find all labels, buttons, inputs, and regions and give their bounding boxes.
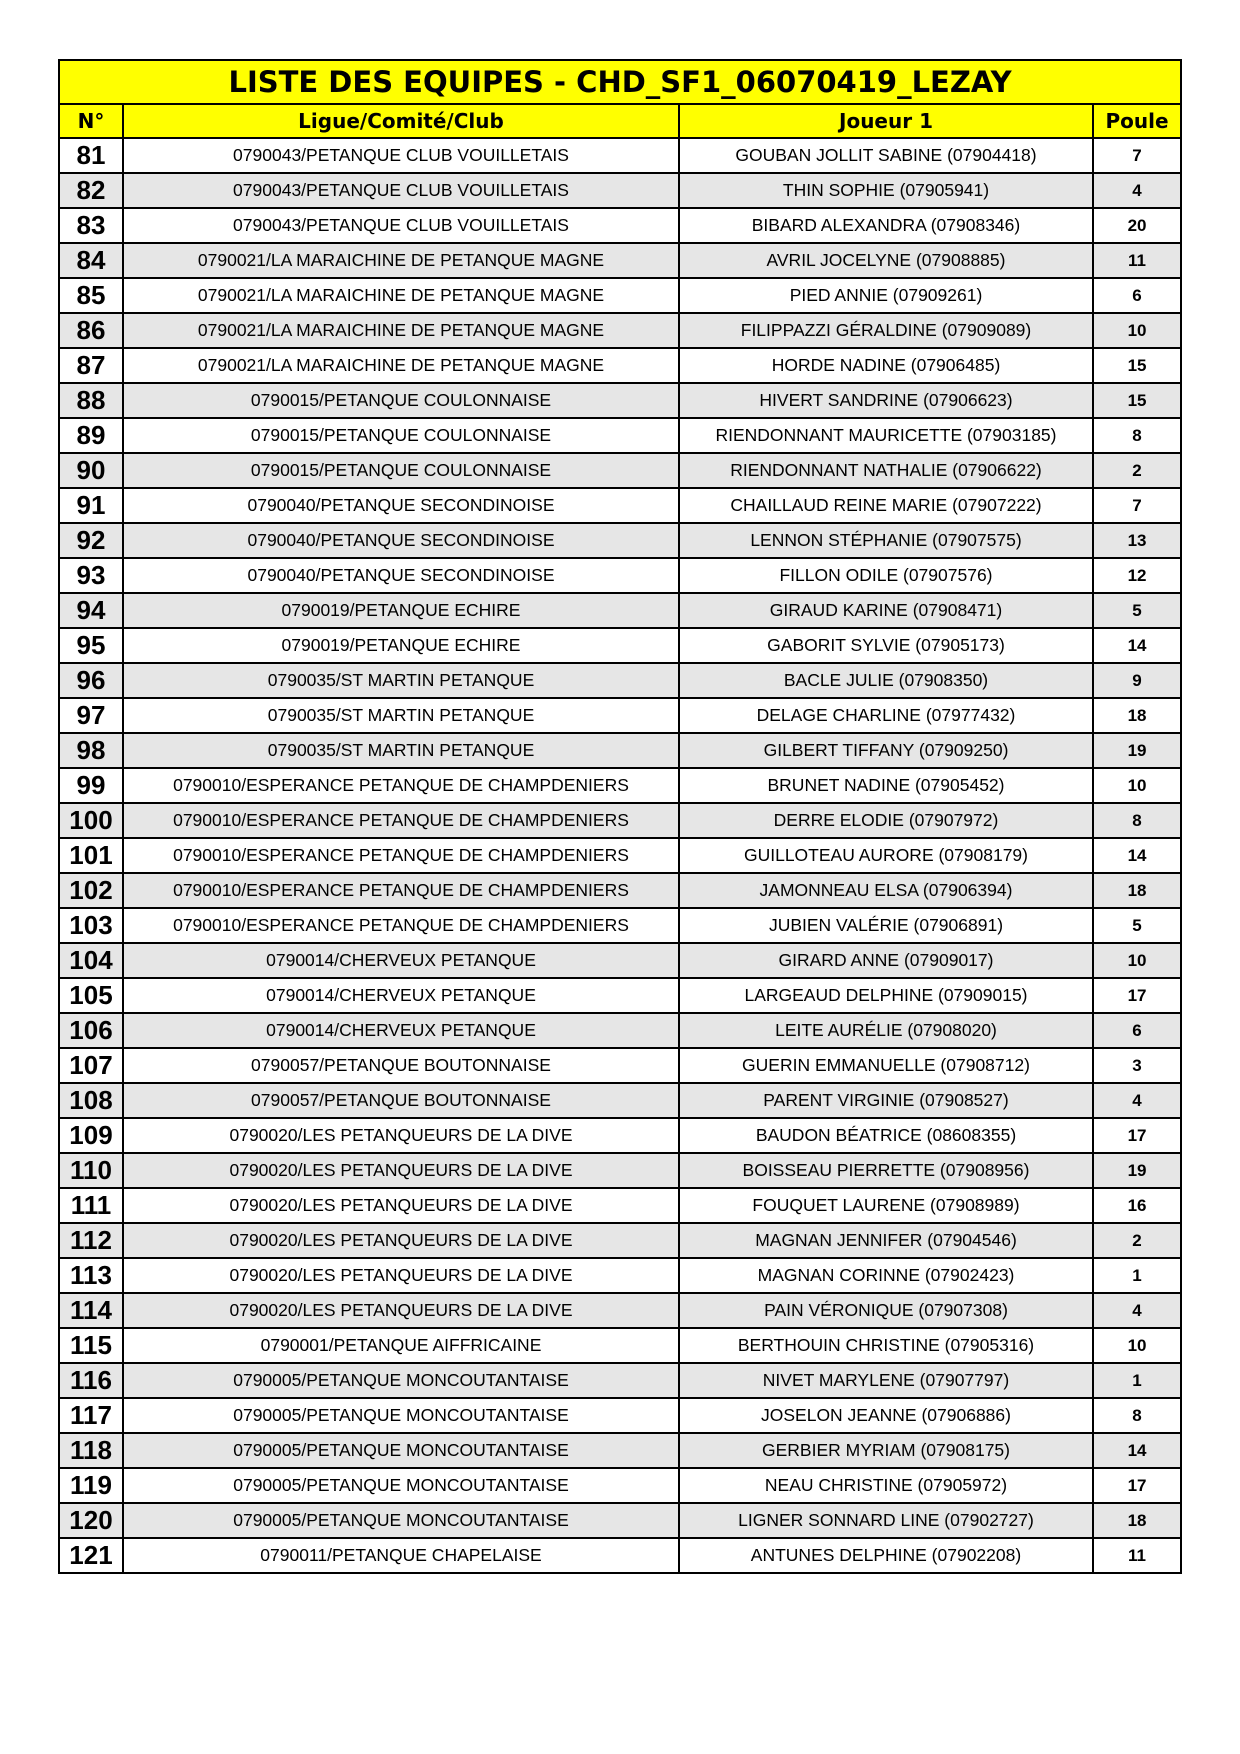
- player-name: PIED ANNIE (07909261): [679, 278, 1093, 313]
- team-number: 103: [59, 908, 123, 943]
- poule-number: 2: [1093, 1223, 1181, 1258]
- table-row: [59, 628, 1181, 663]
- club-name: 0790020/LES PETANQUEURS DE LA DIVE: [123, 1223, 679, 1258]
- team-number: 112: [59, 1223, 123, 1258]
- poule-number: 12: [1093, 558, 1181, 593]
- team-number: 101: [59, 838, 123, 873]
- table-row: [59, 383, 1181, 418]
- table-row: [59, 768, 1181, 803]
- team-number: 115: [59, 1328, 123, 1363]
- club-name: 0790040/PETANQUE SECONDINOISE: [123, 523, 679, 558]
- player-name: JAMONNEAU ELSA (07906394): [679, 873, 1093, 908]
- team-number: 117: [59, 1398, 123, 1433]
- table-row: [59, 1013, 1181, 1048]
- team-number: 94: [59, 593, 123, 628]
- team-number: 102: [59, 873, 123, 908]
- team-number: 114: [59, 1293, 123, 1328]
- poule-number: 5: [1093, 908, 1181, 943]
- club-name: 0790015/PETANQUE COULONNAISE: [123, 453, 679, 488]
- table-row: [59, 278, 1181, 313]
- poule-number: 8: [1093, 803, 1181, 838]
- player-name: THIN SOPHIE (07905941): [679, 173, 1093, 208]
- table-row: [59, 313, 1181, 348]
- table-row: [59, 558, 1181, 593]
- table-row: [59, 453, 1181, 488]
- table-row: [59, 1153, 1181, 1188]
- player-name: GIRAUD KARINE (07908471): [679, 593, 1093, 628]
- page-title: LISTE DES EQUIPES - CHD_SF1_06070419_LEZAY: [59, 60, 1181, 104]
- poule-number: 7: [1093, 138, 1181, 173]
- team-number: 81: [59, 138, 123, 173]
- team-number: 113: [59, 1258, 123, 1293]
- club-name: 0790005/PETANQUE MONCOUTANTAISE: [123, 1398, 679, 1433]
- poule-number: 11: [1093, 1538, 1181, 1573]
- poule-number: 10: [1093, 313, 1181, 348]
- table-row: [59, 1538, 1181, 1573]
- player-name: HIVERT SANDRINE (07906623): [679, 383, 1093, 418]
- player-name: DELAGE CHARLINE (07977432): [679, 698, 1093, 733]
- poule-number: 4: [1093, 1293, 1181, 1328]
- player-name: BAUDON BÉATRICE (08608355): [679, 1118, 1093, 1153]
- table-row: [59, 138, 1181, 173]
- player-name: GILBERT TIFFANY (07909250): [679, 733, 1093, 768]
- club-name: 0790020/LES PETANQUEURS DE LA DIVE: [123, 1188, 679, 1223]
- poule-number: 5: [1093, 593, 1181, 628]
- team-number: 87: [59, 348, 123, 383]
- player-name: RIENDONNANT MAURICETTE (07903185): [679, 418, 1093, 453]
- poule-number: 14: [1093, 628, 1181, 663]
- table-row: [59, 733, 1181, 768]
- table-row: [59, 208, 1181, 243]
- poule-number: 11: [1093, 243, 1181, 278]
- poule-number: 7: [1093, 488, 1181, 523]
- club-name: 0790021/LA MARAICHINE DE PETANQUE MAGNE: [123, 313, 679, 348]
- club-name: 0790040/PETANQUE SECONDINOISE: [123, 558, 679, 593]
- poule-number: 20: [1093, 208, 1181, 243]
- team-number: 105: [59, 978, 123, 1013]
- player-name: FILIPPAZZI GÉRALDINE (07909089): [679, 313, 1093, 348]
- player-name: MAGNAN JENNIFER (07904546): [679, 1223, 1093, 1258]
- poule-number: 14: [1093, 838, 1181, 873]
- poule-number: 14: [1093, 1433, 1181, 1468]
- poule-number: 4: [1093, 173, 1181, 208]
- player-name: GERBIER MYRIAM (07908175): [679, 1433, 1093, 1468]
- team-number: 116: [59, 1363, 123, 1398]
- table-body: [59, 138, 1181, 1573]
- table-row: [59, 418, 1181, 453]
- table-row: [59, 488, 1181, 523]
- team-number: 92: [59, 523, 123, 558]
- team-number: 110: [59, 1153, 123, 1188]
- club-name: 0790020/LES PETANQUEURS DE LA DIVE: [123, 1258, 679, 1293]
- player-name: BERTHOUIN CHRISTINE (07905316): [679, 1328, 1093, 1363]
- club-name: 0790057/PETANQUE BOUTONNAISE: [123, 1048, 679, 1083]
- player-name: LENNON STÉPHANIE (07907575): [679, 523, 1093, 558]
- table-row: [59, 348, 1181, 383]
- player-name: MAGNAN CORINNE (07902423): [679, 1258, 1093, 1293]
- table-row: [59, 943, 1181, 978]
- poule-number: 6: [1093, 278, 1181, 313]
- club-name: 0790020/LES PETANQUEURS DE LA DIVE: [123, 1118, 679, 1153]
- team-number: 89: [59, 418, 123, 453]
- player-name: JUBIEN VALÉRIE (07906891): [679, 908, 1093, 943]
- team-number: 95: [59, 628, 123, 663]
- table-row: [59, 1223, 1181, 1258]
- table-row: [59, 1503, 1181, 1538]
- club-name: 0790005/PETANQUE MONCOUTANTAISE: [123, 1433, 679, 1468]
- poule-number: 17: [1093, 978, 1181, 1013]
- team-number: 118: [59, 1433, 123, 1468]
- table-row: [59, 698, 1181, 733]
- poule-number: 13: [1093, 523, 1181, 558]
- club-name: 0790010/ESPERANCE PETANQUE DE CHAMPDENIERS: [123, 838, 679, 873]
- club-name: 0790043/PETANQUE CLUB VOUILLETAIS: [123, 173, 679, 208]
- club-name: 0790010/ESPERANCE PETANQUE DE CHAMPDENIERS: [123, 908, 679, 943]
- poule-number: 17: [1093, 1118, 1181, 1153]
- poule-number: 4: [1093, 1083, 1181, 1118]
- poule-number: 17: [1093, 1468, 1181, 1503]
- table-row: [59, 1083, 1181, 1118]
- column-header-club: Ligue/Comité/Club: [123, 104, 679, 138]
- poule-number: 2: [1093, 453, 1181, 488]
- table-row: [59, 593, 1181, 628]
- club-name: 0790021/LA MARAICHINE DE PETANQUE MAGNE: [123, 243, 679, 278]
- team-number: 85: [59, 278, 123, 313]
- club-name: 0790057/PETANQUE BOUTONNAISE: [123, 1083, 679, 1118]
- player-name: GOUBAN JOLLIT SABINE (07904418): [679, 138, 1093, 173]
- table-row: [59, 1328, 1181, 1363]
- club-name: 0790010/ESPERANCE PETANQUE DE CHAMPDENIERS: [123, 803, 679, 838]
- table-row: [59, 1118, 1181, 1153]
- player-name: GIRARD ANNE (07909017): [679, 943, 1093, 978]
- column-header-num: N°: [59, 104, 123, 138]
- team-number: 111: [59, 1188, 123, 1223]
- player-name: LEITE AURÉLIE (07908020): [679, 1013, 1093, 1048]
- player-name: JOSELON JEANNE (07906886): [679, 1398, 1093, 1433]
- club-name: 0790035/ST MARTIN PETANQUE: [123, 733, 679, 768]
- club-name: 0790015/PETANQUE COULONNAISE: [123, 383, 679, 418]
- player-name: FOUQUET LAURENE (07908989): [679, 1188, 1093, 1223]
- poule-number: 19: [1093, 1153, 1181, 1188]
- club-name: 0790043/PETANQUE CLUB VOUILLETAIS: [123, 138, 679, 173]
- team-number: 96: [59, 663, 123, 698]
- team-number: 97: [59, 698, 123, 733]
- poule-number: 1: [1093, 1363, 1181, 1398]
- table-row: [59, 1048, 1181, 1083]
- poule-number: 10: [1093, 768, 1181, 803]
- poule-number: 10: [1093, 943, 1181, 978]
- club-name: 0790019/PETANQUE ECHIRE: [123, 628, 679, 663]
- poule-number: 9: [1093, 663, 1181, 698]
- club-name: 0790011/PETANQUE CHAPELAISE: [123, 1538, 679, 1573]
- team-number: 82: [59, 173, 123, 208]
- club-name: 0790035/ST MARTIN PETANQUE: [123, 698, 679, 733]
- team-number: 84: [59, 243, 123, 278]
- club-name: 0790021/LA MARAICHINE DE PETANQUE MAGNE: [123, 348, 679, 383]
- team-number: 121: [59, 1538, 123, 1573]
- poule-number: 10: [1093, 1328, 1181, 1363]
- club-name: 0790001/PETANQUE AIFFRICAINE: [123, 1328, 679, 1363]
- player-name: PAIN VÉRONIQUE (07907308): [679, 1293, 1093, 1328]
- table-row: [59, 873, 1181, 908]
- poule-number: 18: [1093, 873, 1181, 908]
- club-name: 0790019/PETANQUE ECHIRE: [123, 593, 679, 628]
- player-name: FILLON ODILE (07907576): [679, 558, 1093, 593]
- player-name: BACLE JULIE (07908350): [679, 663, 1093, 698]
- player-name: BRUNET NADINE (07905452): [679, 768, 1093, 803]
- table-row: [59, 1363, 1181, 1398]
- table-row: [59, 978, 1181, 1013]
- team-number: 86: [59, 313, 123, 348]
- table-row: [59, 523, 1181, 558]
- column-header-poule: Poule: [1093, 104, 1181, 138]
- club-name: 0790005/PETANQUE MONCOUTANTAISE: [123, 1468, 679, 1503]
- team-number: 119: [59, 1468, 123, 1503]
- team-number: 120: [59, 1503, 123, 1538]
- team-number: 109: [59, 1118, 123, 1153]
- team-number: 98: [59, 733, 123, 768]
- team-number: 93: [59, 558, 123, 593]
- player-name: CHAILLAUD REINE MARIE (07907222): [679, 488, 1093, 523]
- table-row: [59, 803, 1181, 838]
- player-name: GABORIT SYLVIE (07905173): [679, 628, 1093, 663]
- table-row: [59, 908, 1181, 943]
- player-name: DERRE ELODIE (07907972): [679, 803, 1093, 838]
- club-name: 0790010/ESPERANCE PETANQUE DE CHAMPDENIERS: [123, 873, 679, 908]
- poule-number: 8: [1093, 1398, 1181, 1433]
- table-row: [59, 243, 1181, 278]
- table-row: [59, 663, 1181, 698]
- table-row: [59, 1433, 1181, 1468]
- team-number: 99: [59, 768, 123, 803]
- column-header-player: Joueur 1: [679, 104, 1093, 138]
- club-name: 0790035/ST MARTIN PETANQUE: [123, 663, 679, 698]
- team-number: 83: [59, 208, 123, 243]
- player-name: LARGEAUD DELPHINE (07909015): [679, 978, 1093, 1013]
- player-name: AVRIL JOCELYNE (07908885): [679, 243, 1093, 278]
- table-row: [59, 1258, 1181, 1293]
- club-name: 0790014/CHERVEUX PETANQUE: [123, 1013, 679, 1048]
- poule-number: 8: [1093, 418, 1181, 453]
- player-name: NIVET MARYLENE (07907797): [679, 1363, 1093, 1398]
- title-row: [59, 60, 1181, 104]
- club-name: 0790014/CHERVEUX PETANQUE: [123, 978, 679, 1013]
- player-name: PARENT VIRGINIE (07908527): [679, 1083, 1093, 1118]
- club-name: 0790010/ESPERANCE PETANQUE DE CHAMPDENIERS: [123, 768, 679, 803]
- team-number: 108: [59, 1083, 123, 1118]
- club-name: 0790015/PETANQUE COULONNAISE: [123, 418, 679, 453]
- poule-number: 16: [1093, 1188, 1181, 1223]
- table-row: [59, 838, 1181, 873]
- club-name: 0790040/PETANQUE SECONDINOISE: [123, 488, 679, 523]
- team-list-table: [58, 59, 1182, 1574]
- player-name: RIENDONNANT NATHALIE (07906622): [679, 453, 1093, 488]
- club-name: 0790005/PETANQUE MONCOUTANTAISE: [123, 1363, 679, 1398]
- table-row: [59, 1188, 1181, 1223]
- team-number: 106: [59, 1013, 123, 1048]
- player-name: LIGNER SONNARD LINE (07902727): [679, 1503, 1093, 1538]
- player-name: BOISSEAU PIERRETTE (07908956): [679, 1153, 1093, 1188]
- player-name: GUILLOTEAU AURORE (07908179): [679, 838, 1093, 873]
- team-number: 91: [59, 488, 123, 523]
- poule-number: 3: [1093, 1048, 1181, 1083]
- team-number: 107: [59, 1048, 123, 1083]
- table-row: [59, 1398, 1181, 1433]
- team-number: 90: [59, 453, 123, 488]
- player-name: BIBARD ALEXANDRA (07908346): [679, 208, 1093, 243]
- table-row: [59, 1468, 1181, 1503]
- club-name: 0790020/LES PETANQUEURS DE LA DIVE: [123, 1153, 679, 1188]
- club-name: 0790014/CHERVEUX PETANQUE: [123, 943, 679, 978]
- club-name: 0790043/PETANQUE CLUB VOUILLETAIS: [123, 208, 679, 243]
- player-name: GUERIN EMMANUELLE (07908712): [679, 1048, 1093, 1083]
- club-name: 0790005/PETANQUE MONCOUTANTAISE: [123, 1503, 679, 1538]
- poule-number: 15: [1093, 348, 1181, 383]
- team-number: 88: [59, 383, 123, 418]
- table-row: [59, 1293, 1181, 1328]
- team-number: 100: [59, 803, 123, 838]
- player-name: NEAU CHRISTINE (07905972): [679, 1468, 1093, 1503]
- poule-number: 1: [1093, 1258, 1181, 1293]
- poule-number: 19: [1093, 733, 1181, 768]
- player-name: HORDE NADINE (07906485): [679, 348, 1093, 383]
- table-row: [59, 173, 1181, 208]
- poule-number: 15: [1093, 383, 1181, 418]
- header-row: [59, 104, 1181, 138]
- poule-number: 18: [1093, 698, 1181, 733]
- player-name: ANTUNES DELPHINE (07902208): [679, 1538, 1093, 1573]
- poule-number: 6: [1093, 1013, 1181, 1048]
- poule-number: 18: [1093, 1503, 1181, 1538]
- club-name: 0790020/LES PETANQUEURS DE LA DIVE: [123, 1293, 679, 1328]
- club-name: 0790021/LA MARAICHINE DE PETANQUE MAGNE: [123, 278, 679, 313]
- team-number: 104: [59, 943, 123, 978]
